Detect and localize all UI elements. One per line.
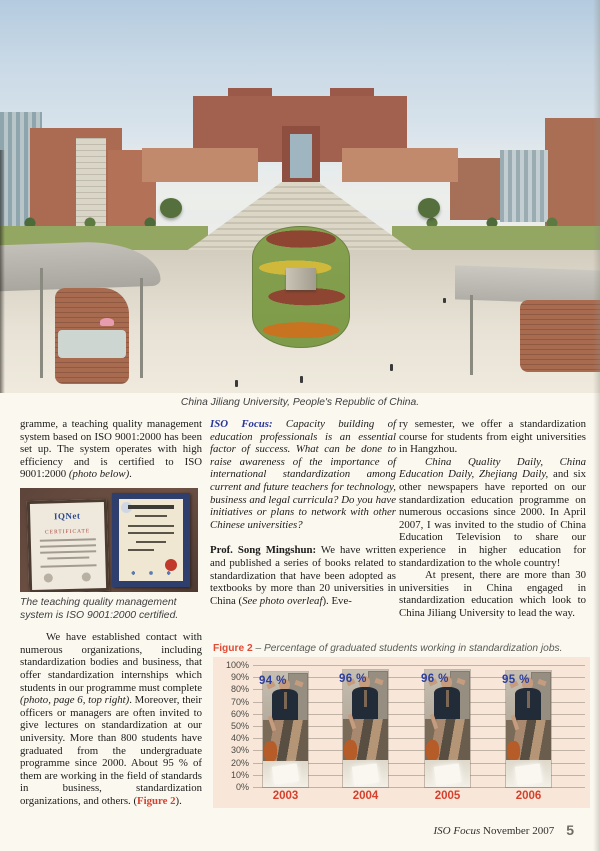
speaker-name: Prof. Song Mingshun: — [210, 544, 317, 557]
accreditation-logos — [129, 570, 173, 576]
x-axis-label: 2004 — [352, 790, 379, 802]
x-axis-label: 2005 — [434, 790, 461, 802]
y-axis-tick: 80% — [230, 684, 249, 695]
issue-date: November 2007 — [480, 825, 555, 837]
page-footer — [434, 822, 574, 838]
page-number: 5 — [566, 822, 574, 838]
certificate-caption: The teaching quality management system is ISO 9001:2000 certified. — [20, 596, 179, 621]
y-axis-tick: 40% — [230, 733, 249, 744]
canopy-roof-right — [455, 265, 600, 304]
y-axis-tick: 0% — [235, 782, 249, 792]
pink-umbrella — [100, 318, 114, 326]
stone-monument — [286, 268, 316, 290]
scan-edge-shadow — [0, 150, 5, 393]
bar-value-label: 96 % — [339, 672, 367, 685]
figure-reference: Figure 2 — [137, 794, 176, 807]
y-axis-tick: 30% — [230, 745, 249, 756]
certificate-text-line — [135, 515, 167, 518]
tree — [160, 198, 182, 218]
pedestrian — [300, 376, 303, 383]
scan-edge-shadow — [593, 0, 600, 851]
iqnet-logo-text: IQNet — [53, 510, 81, 522]
tree — [418, 198, 440, 218]
pedestrian — [443, 298, 446, 303]
brick-structure-right — [520, 300, 600, 372]
interview-answer — [210, 544, 396, 607]
certificate-text-line — [40, 564, 96, 567]
kiosk-window — [58, 330, 126, 358]
text-run: We have written and published a series of books related to standardization that have been adopted as textbooks by more than 20 universities in China ( — [210, 544, 397, 607]
text-run-italic: Capacity building of education professionals is an essential factor of success. What can be done to raise awareness of the importance of international standardization among current and future teachers for technology, business and legal curricula? Do you have initiatives or plans to network with other Chinese universities? — [210, 418, 396, 531]
paragraph: At present, there are more than 30 universities in China engaged in standardization education which look to China Jiliang University to lead the way. — [399, 569, 586, 619]
x-axis-label: 2003 — [272, 790, 299, 802]
certificate-text-line — [40, 544, 96, 547]
canopy-pole — [140, 278, 143, 378]
certificate-text-line — [128, 549, 154, 552]
paragraph — [399, 456, 586, 569]
text-run: We have established contact with numerous organizations, including standardization bodies and business, that offer standardization internships which students in our programme must complete — [20, 631, 203, 694]
certificate-title-line — [128, 505, 174, 509]
paragraph — [20, 418, 202, 481]
y-axis-tick: 70% — [230, 696, 249, 707]
certificate-photo — [20, 488, 198, 592]
iso-focus-lead: ISO Focus: — [210, 418, 273, 430]
bar-value-label: 96 % — [421, 672, 449, 685]
certificate-text-line — [128, 525, 174, 528]
journal-name: ISO Focus — [433, 825, 481, 837]
pedestrian — [390, 364, 393, 371]
y-axis-tick: 10% — [230, 769, 249, 780]
seal-icon — [44, 573, 53, 582]
main-building-right-wing — [342, 148, 458, 182]
pedestrian — [235, 380, 238, 387]
column-left — [20, 418, 202, 807]
canopy-pole — [40, 268, 43, 378]
photo-caption: China Jiliang University, People's Republic of China. — [180, 397, 420, 408]
text-run: ). — [175, 794, 182, 807]
certificate-text-line — [40, 550, 96, 553]
certificate-text-line — [128, 532, 174, 535]
gridline — [253, 787, 585, 788]
text-run-italic: (photo below) — [68, 468, 130, 481]
photo-bar-2005 — [425, 670, 470, 787]
photo-bar-2004 — [343, 670, 388, 787]
figure-label: Figure 2 — [213, 643, 253, 654]
column-right — [399, 418, 586, 620]
text-run: and six other newspapers have reported on our standardization education programme on numerous occasions since 2000. In April 2007, I was invited to the studio of China Education Television to share our experience in higher education for standardization to the whole country! — [399, 468, 586, 569]
x-axis-label: 2006 — [515, 790, 542, 802]
column-middle — [210, 418, 396, 607]
figure-caption-text: – Percentage of graduated students working in standardization jobs. — [252, 643, 563, 654]
y-axis-tick: 90% — [230, 672, 249, 683]
bar-value-label: 94 % — [259, 675, 287, 688]
main-building-left-wing — [142, 148, 258, 182]
interview-question — [210, 418, 396, 531]
iqnet-certificate — [27, 499, 109, 592]
text-run: ). Eve- — [322, 594, 352, 607]
y-axis-tick: 50% — [230, 721, 249, 731]
gridline — [253, 665, 585, 666]
y-axis-tick: 20% — [230, 757, 249, 768]
photo-bar-2006 — [506, 671, 551, 787]
campus-photo — [0, 0, 600, 393]
paragraph: ry semester, we offer a standardization course for students from eight universities in Hangzhou. — [399, 418, 586, 456]
certificate-text-line — [136, 541, 165, 544]
glass-building-right — [500, 150, 548, 222]
y-axis-tick: 100% — [225, 660, 249, 670]
certificate-title: CERTIFICATE — [44, 528, 91, 536]
entrance-glass — [290, 134, 312, 178]
figure-caption — [213, 643, 593, 654]
figure2-chart — [213, 657, 590, 808]
paragraph — [20, 631, 202, 807]
canopy-pole — [470, 295, 473, 375]
certificate-paper — [119, 499, 183, 581]
text-run-italic: (photo, page 6, top right) — [20, 694, 130, 707]
text-run: . Moreover, their officers or managers are often invited to give lectures on standardization at our university. More than 800 students have graduated from the undergraduate programme since 2000. About 95 % of them are working in the field of standards in business, standardization organizations, and others. ( — [20, 694, 202, 807]
certificate-text-line — [40, 538, 96, 541]
newspaper-names-italic: China Quality Daily, China Education Daily, Zhejiang Daily, — [399, 455, 586, 481]
chinese-certificate — [112, 493, 190, 587]
bar-value-label: 95 % — [502, 674, 530, 687]
photo-bar-2003 — [263, 672, 308, 787]
text-run: . — [129, 468, 132, 481]
y-axis-tick: 60% — [230, 708, 249, 719]
text-run: gramme, a teaching quality management system based on ISO 9001:2000 has been set up. The system operates with high efficiency and is certified to ISO 9001:2000 — [20, 418, 202, 481]
seal-icon — [82, 572, 91, 581]
text-run-italic: See photo overleaf — [242, 594, 323, 607]
certificate-text-line — [48, 556, 89, 559]
